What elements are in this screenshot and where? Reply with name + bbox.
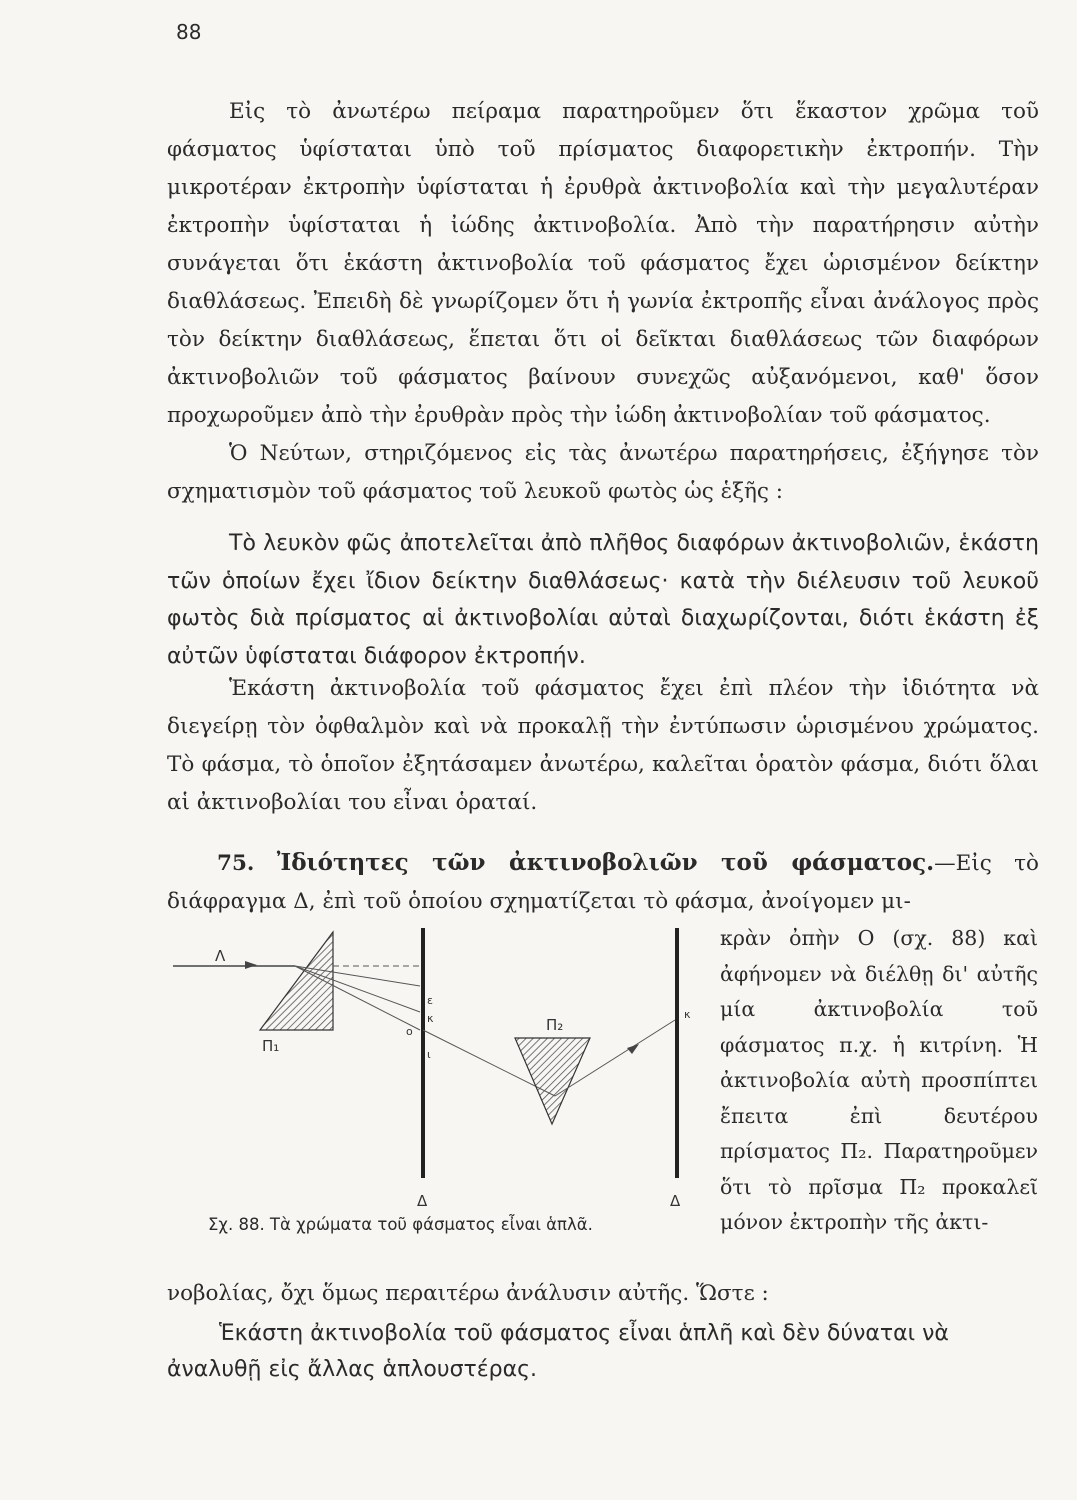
prism-1 — [260, 932, 333, 1030]
label-prism-1: Π₁ — [262, 1037, 280, 1055]
label-prism-2: Π₂ — [546, 1016, 564, 1034]
label-diaphragm-1: Δ — [417, 1192, 428, 1208]
label-epsilon: ε — [427, 994, 433, 1007]
ray-arrow — [245, 961, 257, 969]
paragraph-newton: Ὁ Νεύτων, στηριζόμενος εἰς τὰς ἀνωτέρω παρατηρήσεις, ἐξήγησε τὸν σχηματισμὸν τοῦ φάσματος τοῦ λευκοῦ φωτὸς ὡς ἑξῆς : — [167, 441, 1039, 504]
section-heading — [167, 844, 1039, 921]
page-number: 88 — [176, 20, 202, 44]
deviated-ray-arrow — [627, 1044, 639, 1054]
conclusion-text: Ἑκάστη ἀκτινοβολία τοῦ φάσματος εἶναι ἁπλῆ καὶ δὲν δύναται νὰ ἀναλυθῇ εἰς ἄλλας ἁπλουστέρας. — [167, 1321, 949, 1382]
section-number: 75. — [217, 851, 255, 876]
label-omicron: ο — [406, 1025, 413, 1038]
paragraph-visible-spectrum: Ἑκάστη ἀκτινοβολία τοῦ φάσματος ἔχει ἐπὶ πλέον τὴν ἰδιότητα νὰ διεγείρῃ τὸν ὀφθαλμὸν καὶ νὰ προκαλῇ τὴν ἐντύπωσιν ὡρισμένου χρώματος. Τὸ φάσμα, τὸ ὁποῖον ἐξητάσαμεν ἀνωτέρω, καλεῖται ὁρατὸν φάσμα, διότι ὅλαι αἱ ἀκτινοβολίαι του εἶναι ὁραταί. — [167, 676, 1039, 815]
label-diaphragm-2: Δ — [670, 1192, 681, 1208]
intro-text — [167, 93, 1039, 511]
label-ray: Λ — [215, 947, 226, 965]
conclusion — [167, 1316, 1047, 1388]
side-column — [720, 921, 1038, 1241]
label-iota: ι — [427, 1048, 431, 1061]
section-tail: νοβολίας, ὄχι ὅμως περαιτέρω ἀνάλυσιν αὐτῆς. Ὥστε : — [167, 1281, 769, 1306]
visible-spectrum-text — [167, 670, 1039, 822]
newton-statement-text: Τὸ λευκὸν φῶς ἀποτελεῖται ἀπὸ πλῆθος διαφόρων ἀκτινοβολιῶν, ἑκάστη τῶν ὁποίων ἔχει ἴδιον δείκτην διαθλάσεως· κατὰ τὴν διέλευσιν τοῦ λευκοῦ φωτὸς διὰ πρίσματος αἱ ἀκτινοβολίαι αὐταὶ διαχωρίζονται, διότι ἑκάστη ἐξ αὐτῶν ὑφίσταται διάφορον ἐκτροπήν. — [167, 531, 1039, 669]
paragraph-dispersion: Εἰς τὸ ἀνωτέρω πείραμα παρατηροῦμεν ὅτι ἕκαστον χρῶμα τοῦ φάσματος ὑφίσταται ὑπὸ τοῦ πρίσματος διαφορετικὴν ἐκτροπήν. Τὴν μικροτέραν ἐκτροπὴν ὑφίσταται ἡ ἐρυθρὰ ἀκτινοβολία καὶ τὴν μεγαλυτέραν ἐκτροπὴν ὑφίσταται ἡ ἰώδης ἀκτινοβολία. Ἀπὸ τὴν παρατήρησιν αὐτὴν συνάγεται ὅτι ἑκάστη ἀκτινοβολία τοῦ φάσματος ἔχει ὡρισμένον δείκτην διαθλάσεως. Ἐπειδὴ δὲ γνωρίζομεν ὅτι ἡ γωνία ἐκτροπῆς εἶναι ἀνάλογος πρὸς τὸν δείκτην διαθλάσεως, ἕπεται ὅτι οἱ δεῖκται διαθλάσεως τῶν διαφόρων ἀκτινοβολιῶν τοῦ φάσματος βαίνουν συνεχῶς αὐξανόμενοι, καθ' ὅσον προχωροῦμεν ἀπὸ τὴν ἐρυθρὰν πρὸς τὴν ἰώδη ἀκτινοβολίαν τοῦ φάσματος. — [167, 99, 1039, 428]
label-kappa-1: κ — [427, 1012, 434, 1025]
section-lead: —Εἰς τὸ διάφραγμα Δ, ἐπὶ τοῦ ὁποίου σχηματίζεται τὸ φάσμα, ἀνοίγομεν μι- — [167, 851, 1039, 914]
figure-prism-experiment — [165, 918, 715, 1208]
label-kappa-2: κ — [684, 1008, 691, 1021]
side-text: κρὰν ὀπὴν Ο (σχ. 88) καὶ ἀφήνομεν νὰ διέλθῃ δι' αὐτῆς μία ἀκτινοβολία τοῦ φάσματος π.χ. ἡ κιτρίνη. Ἡ ἀκτινοβολία αὐτὴ προσπίπτει ἔπειτα ἐπὶ δευτέρου πρίσματος Π₂. Παρατηροῦμεν ὅτι τὸ πρῖσμα Π₂ προκαλεῖ μόνον ἐκτροπὴν τῆς ἀκτι- — [720, 926, 1038, 1234]
section-title: Ἰδιότητες τῶν ἀκτινοβολιῶν τοῦ φάσματος. — [276, 849, 935, 876]
figure-caption: Σχ. 88. Τὰ χρώματα τοῦ φάσματος εἶναι ἁπλᾶ. — [208, 1215, 593, 1234]
newton-statement — [167, 525, 1039, 675]
